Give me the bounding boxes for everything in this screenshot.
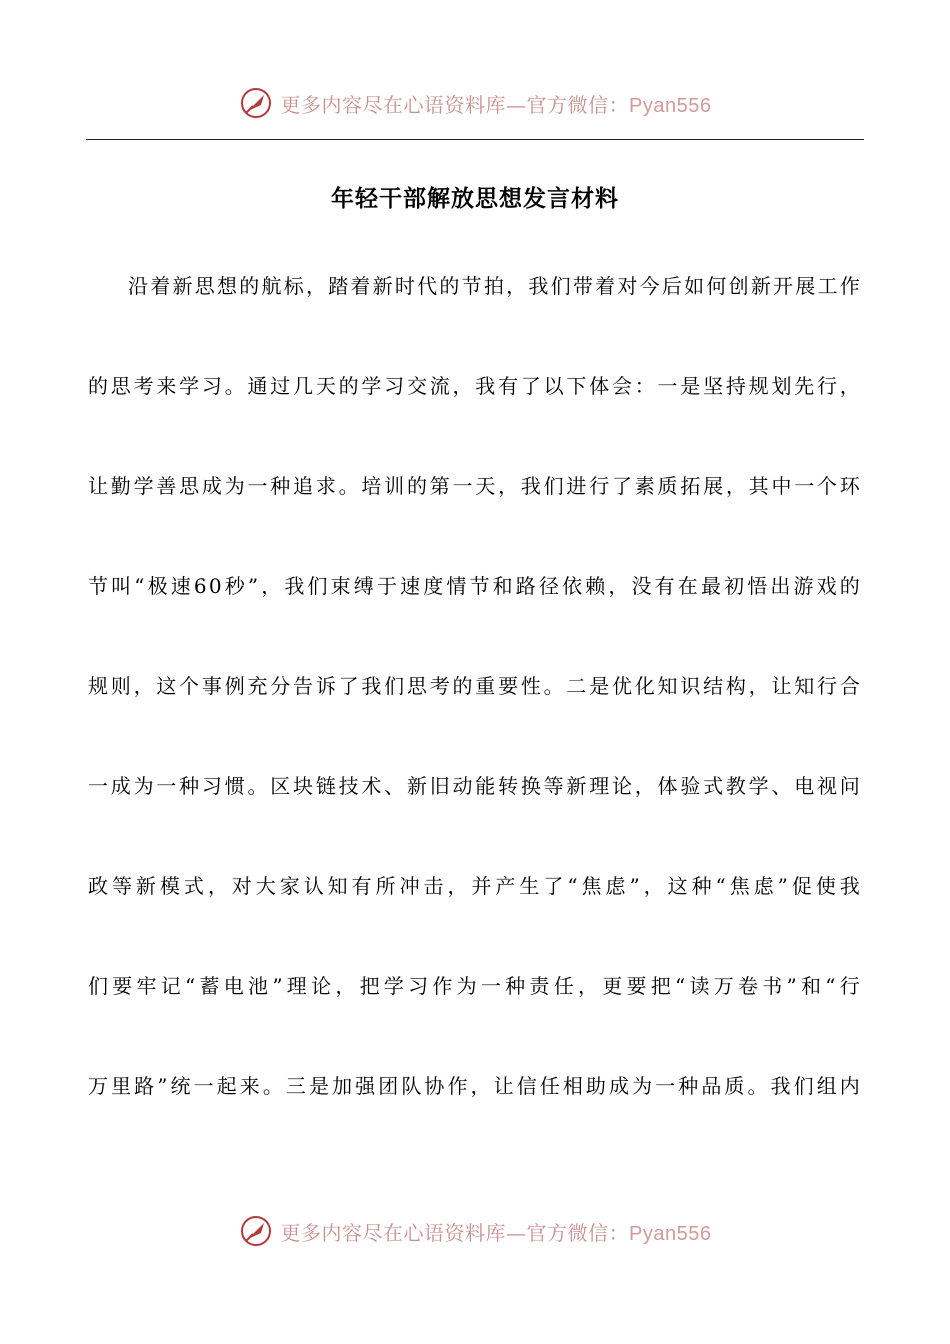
footer-brand	[0, 1210, 950, 1252]
document-body	[88, 261, 862, 1161]
body-line: 节叫“极速60秒”，我们束缚于速度情节和路径依赖，没有在最初悟出游戏的	[88, 574, 862, 598]
footer-brand-text: 更多内容尽在心语资料库—官方微信：	[280, 1220, 630, 1245]
header-brand-text: 更多内容尽在心语资料库—官方微信：	[280, 92, 630, 117]
quill-logo-icon	[239, 86, 273, 120]
body-line: 沿着新思想的航标，踏着新时代的节拍，我们带着对今后如何创新开展工作	[128, 274, 862, 298]
header-divider	[86, 139, 864, 140]
body-line: 规则，这个事例充分告诉了我们思考的重要性。二是优化知识结构，让知行合	[88, 674, 862, 698]
header-brand	[0, 82, 950, 124]
body-line: 让勤学善思成为一种追求。培训的第一天，我们进行了素质拓展，其中一个环	[88, 474, 862, 498]
body-line: 政等新模式，对大家认知有所冲击，并产生了“焦虑”，这种“焦虑”促使我	[88, 874, 862, 898]
body-line: 的思考来学习。通过几天的学习交流，我有了以下体会：一是坚持规划先行，	[88, 374, 862, 398]
quill-logo-icon	[239, 1214, 273, 1248]
document-title: 年轻干部解放思想发言材料	[331, 186, 619, 212]
footer-brand-contact: Pyan556	[629, 1222, 712, 1245]
body-line: 一成为一种习惯。区块链技术、新旧动能转换等新理论，体验式教学、电视问	[88, 774, 862, 798]
body-line: 们要牢记“蓄电池”理论，把学习作为一种责任，更要把“读万卷书”和“行	[88, 974, 862, 998]
body-line: 万里路”统一起来。三是加强团队协作，让信任相助成为一种品质。我们组内	[88, 1074, 862, 1098]
header-brand-contact: Pyan556	[629, 94, 712, 117]
